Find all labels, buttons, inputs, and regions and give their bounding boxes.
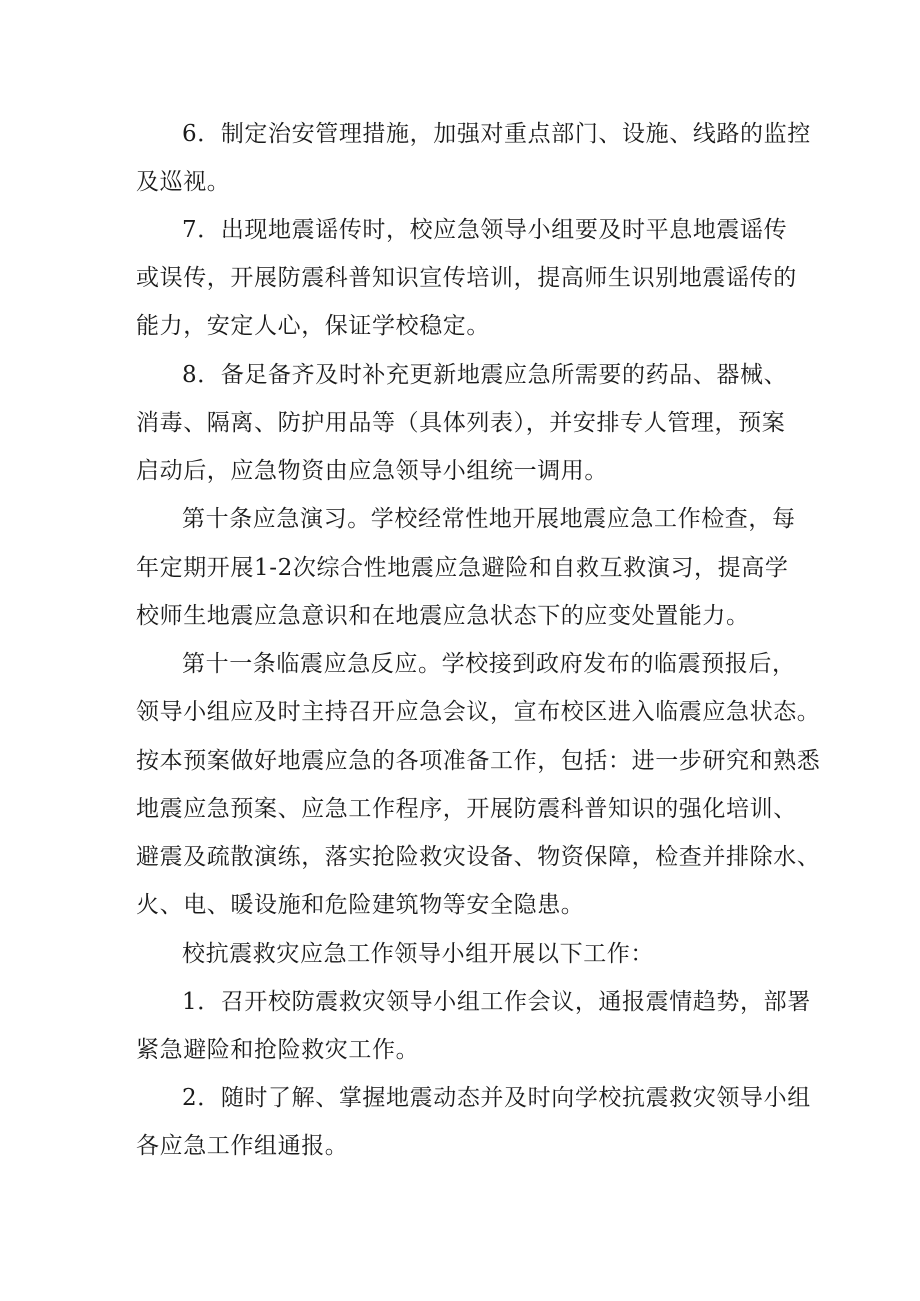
text-line: 地震应急预案、应急工作程序，开展防震科普知识的强化培训、 bbox=[136, 796, 797, 822]
text-line: 或误传，开展防震科普知识宣传培训，提高师生识别地震谣传的 bbox=[136, 265, 797, 291]
text-line: 能力，安定人心，保证学校稳定。 bbox=[136, 313, 490, 339]
text-line: 火、电、暖设施和危险建筑物等安全隐患。 bbox=[136, 892, 585, 918]
text-line: 第十一条临震应急反应。学校接到政府发布的临震预报后， bbox=[182, 651, 796, 677]
text-line: 按本预案做好地震应急的各项准备工作，包括：进一步研究和熟悉 bbox=[136, 748, 821, 774]
text-line: 第十条应急演习。学校经常性地开展地震应急工作检查，每 bbox=[182, 506, 796, 532]
text-line: 1．召开校防震救灾领导小组工作会议，通报震情趋势，部署 bbox=[182, 989, 811, 1015]
text-line: 紧急避险和抢险救灾工作。 bbox=[136, 1037, 420, 1063]
text-line: 领导小组应及时主持召开应急会议，宣布校区进入临震应急状态。 bbox=[136, 699, 821, 725]
text-line: 避震及疏散演练，落实抢险救灾设备、物资保障，检查并排除水、 bbox=[136, 844, 821, 870]
text-line: 6．制定治安管理措施，加强对重点部门、设施、线路的监控 bbox=[182, 121, 811, 147]
text-line: 启动后，应急物资由应急领导小组统一调用。 bbox=[136, 458, 608, 484]
text-line: 年定期开展1-2次综合性地震应急避险和自救互救演习，提高学 bbox=[136, 555, 789, 581]
text-line: 7．出现地震谣传时，校应急领导小组要及时平息地震谣传 bbox=[182, 217, 788, 243]
text-line: 8．备足备齐及时补充更新地震应急所需要的药品、器械、 bbox=[182, 362, 788, 388]
text-line: 2．随时了解、掌握地震动态并及时向学校抗震救灾领导小组 bbox=[182, 1085, 811, 1111]
text-line: 校师生地震应急意识和在地震应急状态下的应变处置能力。 bbox=[136, 603, 750, 629]
text-line: 各应急工作组通报。 bbox=[136, 1133, 349, 1159]
text-line: 及巡视。 bbox=[136, 169, 231, 195]
text-line: 消毒、隔离、防护用品等（具体列表），并安排专人管理，预案 bbox=[136, 410, 786, 436]
text-line: 校抗震救灾应急工作领导小组开展以下工作： bbox=[182, 941, 654, 967]
